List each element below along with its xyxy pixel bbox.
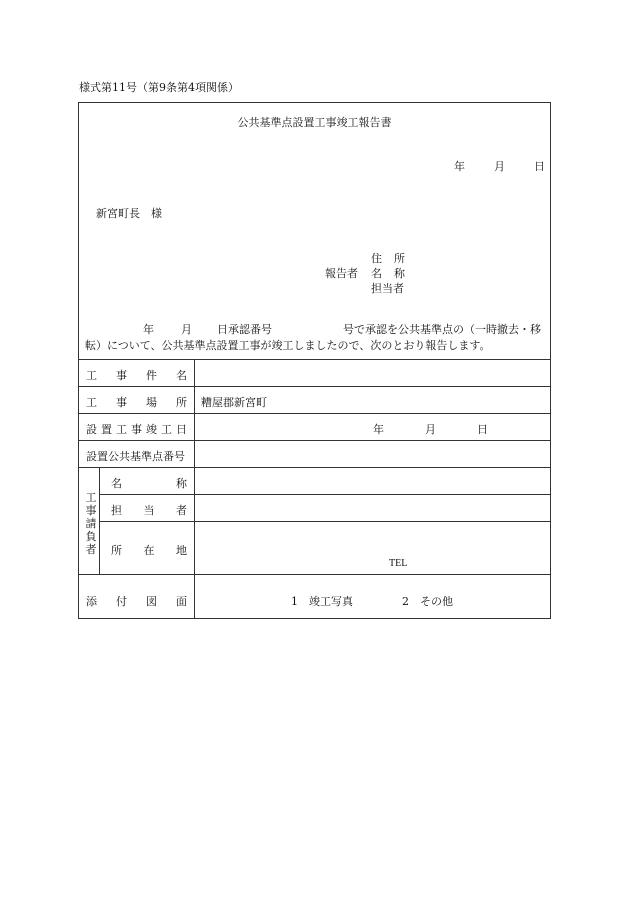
date-month: 月: [494, 160, 505, 173]
reporter-person-label: 担当者: [371, 282, 404, 295]
addressee: 新宮町長 様: [96, 207, 162, 220]
contractor-name-label: 名 称: [111, 477, 187, 490]
tel-label: TEL: [389, 558, 408, 569]
report-statement: [85, 322, 542, 354]
document-title: 公共基準点設置工事竣工報告書: [237, 116, 392, 129]
contractor-person-field[interactable]: [197, 495, 549, 520]
attachments-label: 添 付 図 面: [86, 595, 187, 608]
work-place-label: 工 事 場 所: [86, 396, 187, 409]
body-line1-rest: 号で承認を公共基準点の（一時撤去・移: [343, 323, 541, 336]
date-year: 年: [454, 160, 465, 173]
contractor-label: 工 事 請 負 者: [85, 491, 97, 556]
work-name-field[interactable]: [197, 360, 549, 385]
attachment-other[interactable]: 2 その他: [402, 595, 453, 608]
completion-date-label: 設 置 工 事 竣 工 日: [86, 423, 187, 436]
body-approval: 日承認番号: [217, 323, 272, 336]
reporter-name-label: 名 称: [371, 267, 405, 280]
date-day: 日: [534, 160, 545, 173]
reporter-label: 報告者: [325, 267, 358, 280]
point-number-field[interactable]: [197, 441, 549, 466]
body-month: 月: [181, 323, 192, 336]
body-line2: 転）について、公共基準点設置工事が竣工しましたので、次のとおり報告します。: [85, 339, 491, 352]
contractor-address-label: 所 在 地: [111, 544, 187, 557]
contractor-name-field[interactable]: [197, 468, 549, 493]
contractor-person-label: 担 当 者: [111, 504, 187, 517]
work-name-label: 工 事 件 名: [86, 369, 187, 382]
body-year: 年: [143, 323, 154, 336]
work-place-value[interactable]: 糟屋郡新宮町: [201, 396, 267, 409]
completion-date-field[interactable]: 年 月 日: [373, 423, 488, 436]
form-number: 様式第11号（第9条第4項関係）: [79, 81, 239, 94]
reporter-address-label: 住 所: [371, 252, 405, 265]
attachment-photos[interactable]: 1 竣工写真: [291, 595, 353, 608]
report-date[interactable]: [454, 158, 545, 174]
point-number-label: 設置公共基準点番号: [86, 450, 185, 463]
report-form: [78, 102, 551, 619]
